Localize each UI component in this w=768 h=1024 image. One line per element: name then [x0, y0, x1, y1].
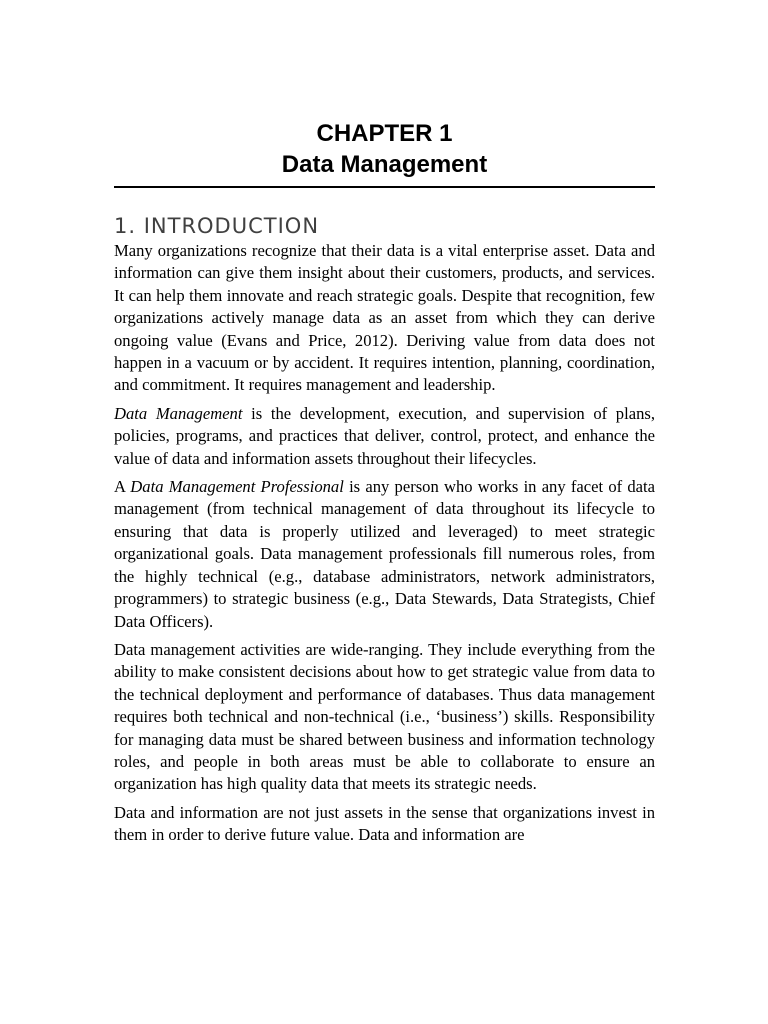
paragraph-5-text: Data and information are not just assets in the sense that organizations invest in them in order to derive future value. Data and information are — [114, 802, 655, 845]
paragraph-3 — [114, 476, 655, 633]
paragraph-1 — [114, 240, 655, 397]
paragraph-4-text: Data management activities are wide-ranging. They include everything from the ability to make consistent decisions about how to get strategic value from data to the technical deployment and performance of databases. Thus data management requires both technical and non-technical (i.e., ‘business’) skills. Responsibility for managing data must be shared between business and information technology roles, and people in both areas must be able to collaborate to ensure an organization has high quality data that meets its strategic needs. — [114, 639, 655, 794]
paragraph-4 — [114, 639, 655, 796]
paragraph-2-text: is the development, execution, and supervision of plans, policies, programs, and practices that deliver, control, protect, and enhance the value of data and information assets throughout their lifecycles. — [114, 403, 655, 468]
paragraph-2-term: Data Management — [114, 403, 243, 423]
section-heading: 1. INTRODUCTION — [114, 214, 320, 238]
document-page — [114, 118, 655, 847]
paragraph-1-text: Many organizations recognize that their data is a vital enterprise asset. Data and information can give them insight about their customers, products, and services. It can help them innovate and reach strategic goals. Despite that recognition, few organizations actively manage data as an asset from which they can derive ongoing value (Evans and Price, 2012). Deriving value from data does not happen in a vacuum or by accident. It requires intention, planning, coordination, and commitment. It requires management and leadership. — [114, 241, 655, 395]
paragraph-2 — [114, 403, 655, 470]
paragraph-3-text: is any person who works in any facet of data management (from technical management of data throughout its lifecycle to ensuring that data is properly utilized and leveraged) to meet strategic organizational goals. Data management professionals fill numerous roles, from the highly technical (e.g., database administrators, network administrators, programmers) to strategic business (e.g., Data Stewards, Data Strategists, Chief Data Officers). — [114, 477, 655, 631]
paragraph-3-term: Data Management Professional — [130, 477, 344, 497]
chapter-title: Data Management — [281, 151, 488, 178]
chapter-number: CHAPTER 1 — [316, 120, 453, 147]
paragraph-3-lead: A — [114, 477, 131, 497]
title-divider — [114, 186, 655, 188]
paragraph-5 — [114, 802, 655, 847]
